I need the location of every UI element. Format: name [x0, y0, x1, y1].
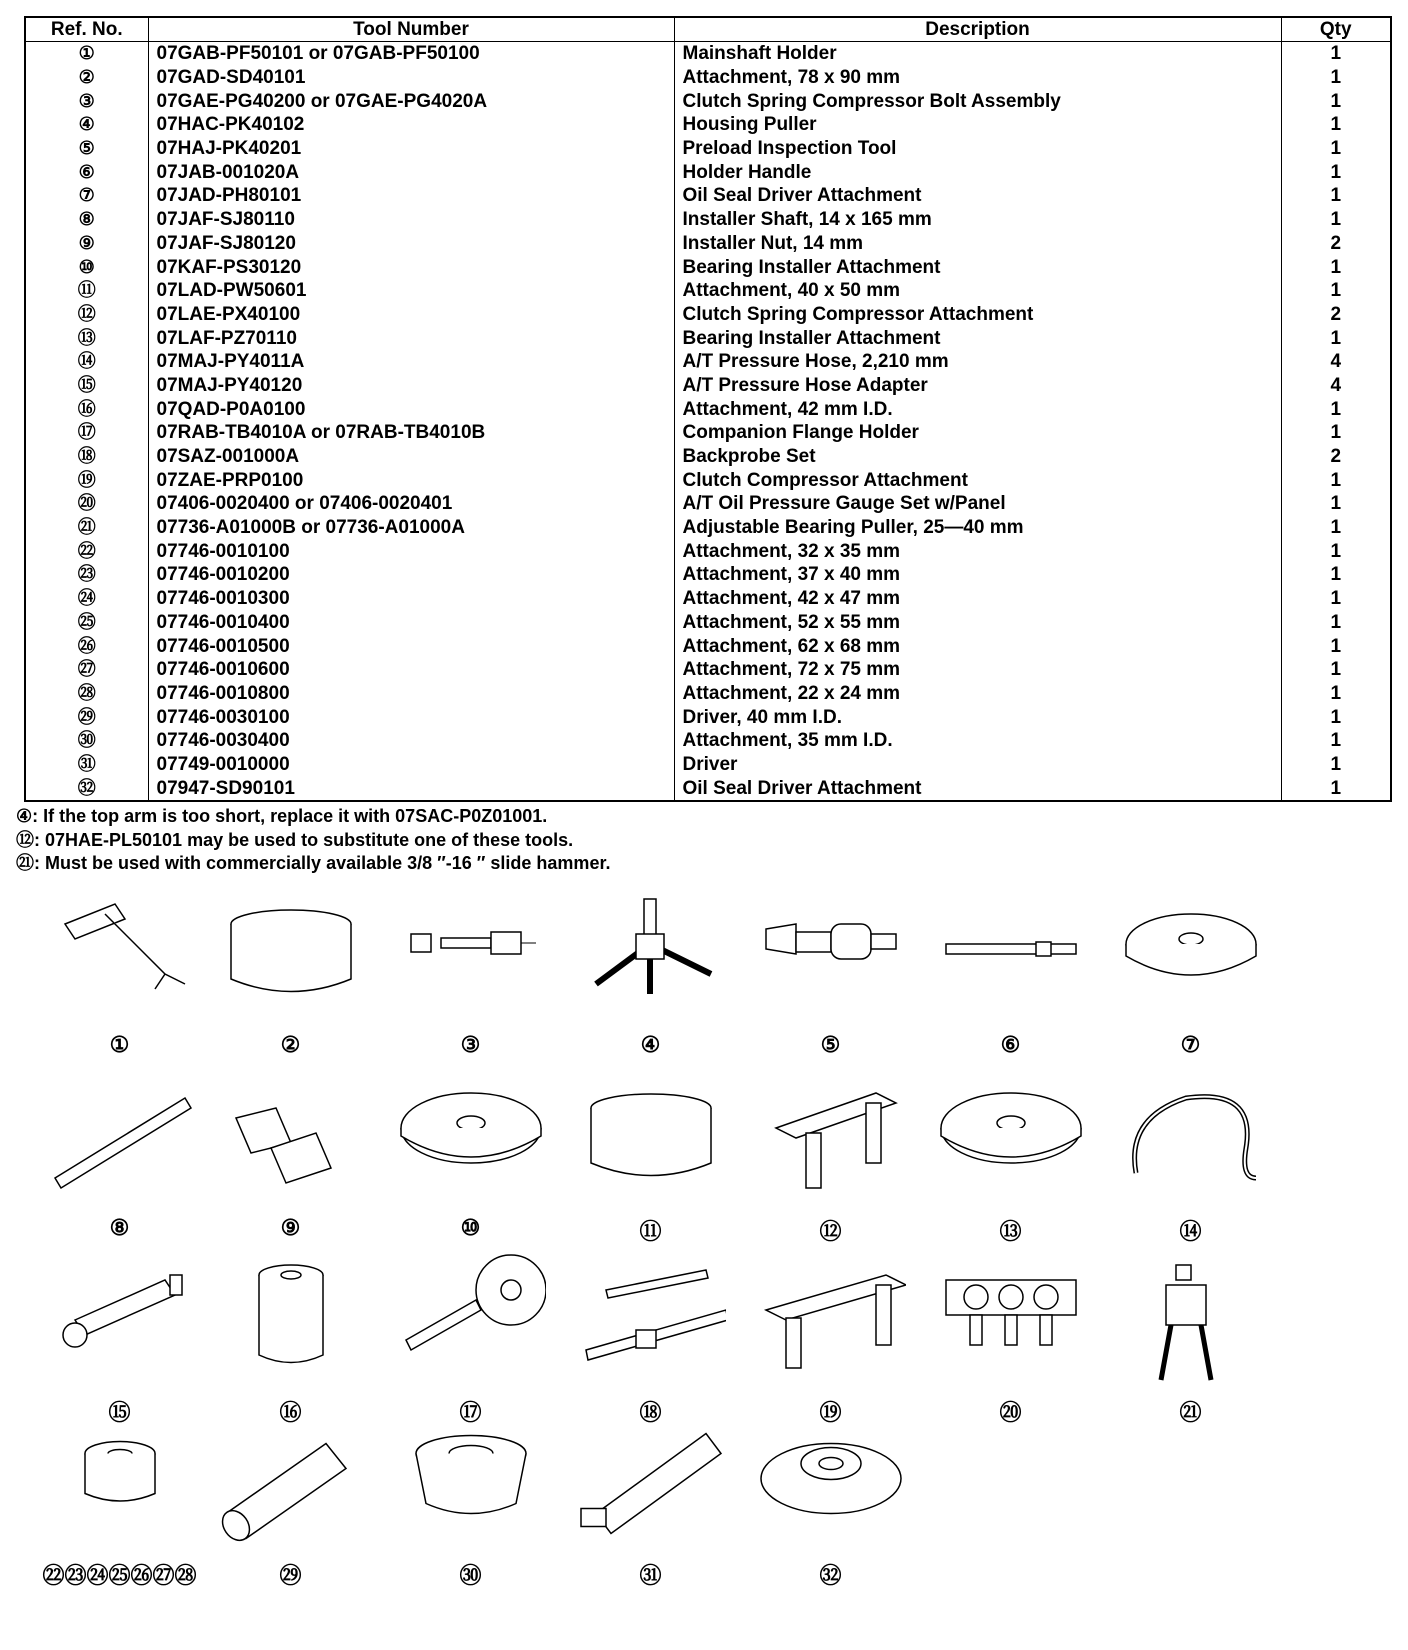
ref-label: ⑬	[999, 1219, 1022, 1244]
ref-number: ②	[78, 67, 95, 88]
tool-number: 07GAE-PG40200 or 07GAE-PG4020A	[148, 89, 674, 113]
description: Installer Nut, 14 mm	[674, 232, 1281, 256]
description: Attachment, 37 x 40 mm	[674, 563, 1281, 587]
tool-illustration	[568, 1410, 733, 1590]
header-tool-number: Tool Number	[148, 17, 674, 42]
quantity: 1	[1281, 539, 1391, 563]
tool-illustration	[37, 878, 202, 1058]
ref-label: ㉜	[819, 1563, 842, 1588]
ref-number: ㉚	[77, 730, 96, 751]
tool-illustration	[568, 1063, 733, 1246]
tool-number: 07LAD-PW50601	[148, 279, 674, 303]
clutch-compressor-icon	[756, 1246, 906, 1394]
bearing-installer-disc-icon	[936, 1063, 1086, 1213]
description: Clutch Spring Compressor Bolt Assembly	[674, 89, 1281, 113]
description: Clutch Compressor Attachment	[674, 468, 1281, 492]
ref-number: ⑤	[78, 138, 95, 159]
tool-number: 07746-0010800	[148, 682, 674, 706]
description: Oil Seal Driver Attachment	[674, 776, 1281, 801]
ref-number: ⑰	[77, 422, 96, 443]
holder-handle-icon	[936, 878, 1086, 1030]
footnote: ㉑: Must be used with commercially available 3/8 ″-16 ″ slide hammer.	[16, 853, 611, 873]
table-row	[25, 160, 1391, 184]
ref-number: ㉔	[77, 588, 96, 609]
table-row	[25, 66, 1391, 90]
ref-label: ⑲	[819, 1400, 842, 1425]
description: Attachment, 42 mm I.D.	[674, 397, 1281, 421]
seal-driver-disc-icon	[1116, 878, 1266, 1030]
table-row	[25, 492, 1391, 516]
tool-illustration	[568, 1246, 733, 1427]
cup-attachment-icon	[216, 878, 366, 1030]
quantity: 1	[1281, 611, 1391, 635]
ref-number: ⑫	[77, 303, 96, 324]
tool-illustration	[37, 1063, 202, 1241]
tool-illustration	[37, 1410, 202, 1590]
tool-number: 07MAJ-PY4011A	[148, 350, 674, 374]
ref-number: ④	[78, 114, 95, 135]
tool-illustration	[1108, 1063, 1273, 1246]
table-row	[25, 563, 1391, 587]
description: Mainshaft Holder	[674, 42, 1281, 66]
table-row	[25, 658, 1391, 682]
bolt-assembly-icon	[396, 878, 546, 1030]
quantity: 1	[1281, 160, 1391, 184]
description: Oil Seal Driver Attachment	[674, 184, 1281, 208]
ref-number: ⑯	[77, 398, 96, 419]
quantity: 1	[1281, 113, 1391, 137]
tool-illustration	[928, 1246, 1093, 1427]
ref-number: ㉖	[77, 635, 96, 656]
tool-number: 07746-0030400	[148, 729, 674, 753]
flange-holder-icon	[396, 1246, 546, 1394]
ref-number: ⑮	[77, 374, 96, 395]
ref-label: ⑮	[108, 1400, 131, 1425]
ref-label: ⑯	[279, 1400, 302, 1425]
ref-number: ⑲	[77, 469, 96, 490]
quantity: 1	[1281, 397, 1391, 421]
tool-number: 07JAF-SJ80120	[148, 232, 674, 256]
tool-illustration	[37, 1246, 202, 1427]
description: Adjustable Bearing Puller, 25—40 mm	[674, 516, 1281, 540]
description: Attachment, 42 x 47 mm	[674, 587, 1281, 611]
tool-number: 07746-0030100	[148, 705, 674, 729]
ref-label: ②	[280, 1032, 301, 1057]
ref-label: ⑨	[280, 1215, 301, 1240]
ref-number: ㉙	[77, 706, 96, 727]
tool-number: 07746-0010300	[148, 587, 674, 611]
ref-label: ⑰	[459, 1400, 482, 1425]
tool-number: 07LAF-PZ70110	[148, 326, 674, 350]
ref-number: ⑭	[77, 351, 96, 372]
ref-number: ⑳	[77, 493, 96, 514]
cylinder-attachment-icon	[216, 1246, 366, 1394]
hose-adapter-icon	[45, 1246, 195, 1394]
ref-number: ⑪	[77, 280, 96, 301]
table-row	[25, 468, 1391, 492]
quantity: 2	[1281, 445, 1391, 469]
oil-seal-driver-icon	[756, 1410, 906, 1557]
description: Backprobe Set	[674, 445, 1281, 469]
small-attachment-icon	[45, 1410, 195, 1557]
tool-number: 07MAJ-PY40120	[148, 374, 674, 398]
table-row	[25, 516, 1391, 540]
quantity: 1	[1281, 421, 1391, 445]
header-qty: Qty	[1281, 17, 1391, 42]
ring-attachment-icon	[396, 1410, 546, 1557]
ref-label: ⑩	[460, 1215, 481, 1240]
description: Housing Puller	[674, 113, 1281, 137]
footnotes	[16, 805, 610, 876]
tool-number: 07746-0010600	[148, 658, 674, 682]
ref-number: ㉕	[77, 611, 96, 632]
tool-illustration	[388, 1410, 553, 1590]
description: A/T Pressure Hose Adapter	[674, 374, 1281, 398]
table-row	[25, 255, 1391, 279]
description: Attachment, 35 mm I.D.	[674, 729, 1281, 753]
quantity: 1	[1281, 634, 1391, 658]
tool-illustration	[388, 1246, 553, 1427]
ref-label: ⑳	[999, 1400, 1022, 1425]
quantity: 1	[1281, 705, 1391, 729]
table-row	[25, 634, 1391, 658]
tool-illustration	[748, 1246, 913, 1427]
description: Driver, 40 mm I.D.	[674, 705, 1281, 729]
tool-number: 07JAD-PH80101	[148, 184, 674, 208]
description: Attachment, 32 x 35 mm	[674, 539, 1281, 563]
driver-handle-icon	[576, 1410, 726, 1557]
footnote: ⑫: 07HAE-PL50101 may be used to substitute one of these tools.	[16, 829, 574, 850]
tool-number: 07746-0010400	[148, 611, 674, 635]
tool-number: 07746-0010100	[148, 539, 674, 563]
housing-puller-icon	[576, 878, 726, 1030]
ref-number: ㉓	[77, 564, 96, 585]
ref-label: ⑧	[109, 1215, 130, 1240]
ref-number: ㉛	[77, 753, 96, 774]
tool-illustration	[568, 878, 733, 1058]
tool-illustration	[208, 878, 373, 1058]
table-row	[25, 303, 1391, 327]
quantity: 1	[1281, 753, 1391, 777]
mainshaft-holder-icon	[45, 878, 195, 1030]
description: A/T Pressure Hose, 2,210 mm	[674, 350, 1281, 374]
quantity: 1	[1281, 208, 1391, 232]
ref-label: ④	[640, 1032, 661, 1057]
ref-label: ⑫	[819, 1219, 842, 1244]
tool-illustration	[208, 1063, 373, 1241]
table-row	[25, 445, 1391, 469]
tool-illustration	[1108, 878, 1273, 1058]
tool-illustration	[748, 878, 913, 1058]
table-row	[25, 682, 1391, 706]
quantity: 1	[1281, 729, 1391, 753]
description: Bearing Installer Attachment	[674, 255, 1281, 279]
tool-illustration	[208, 1410, 373, 1590]
ref-label: ⑦	[1180, 1032, 1201, 1057]
quantity: 1	[1281, 492, 1391, 516]
tool-number: 07QAD-P0A0100	[148, 397, 674, 421]
tool-number: 07HAC-PK40102	[148, 113, 674, 137]
tool-number: 07ZAE-PRP0100	[148, 468, 674, 492]
ref-number: ⑦	[78, 185, 95, 206]
table-row	[25, 611, 1391, 635]
ref-number: ⑱	[77, 446, 96, 467]
table-row	[25, 374, 1391, 398]
ref-number: ㉒	[77, 540, 96, 561]
ref-number: ③	[78, 90, 95, 111]
quantity: 1	[1281, 658, 1391, 682]
table-row	[25, 208, 1391, 232]
description: Companion Flange Holder	[674, 421, 1281, 445]
tool-number: 07KAF-PS30120	[148, 255, 674, 279]
tool-number: 07749-0010000	[148, 753, 674, 777]
ref-label: ①	[109, 1032, 130, 1057]
tool-number: 07GAD-SD40101	[148, 66, 674, 90]
tool-illustration	[928, 1063, 1093, 1246]
header-ref-no: Ref. No.	[25, 17, 148, 42]
table-row	[25, 137, 1391, 161]
ref-label: ㉚	[459, 1563, 482, 1588]
cup-attachment-icon	[576, 1063, 726, 1213]
bearing-installer-disc-icon	[396, 1063, 546, 1213]
quantity: 1	[1281, 682, 1391, 706]
installer-nuts-icon	[216, 1063, 366, 1213]
table-row	[25, 753, 1391, 777]
description: Holder Handle	[674, 160, 1281, 184]
tool-number: 07JAF-SJ80110	[148, 208, 674, 232]
ref-number: ㉑	[77, 517, 96, 538]
tool-number: 07746-0010200	[148, 563, 674, 587]
ref-number: ㉘	[77, 682, 96, 703]
tool-illustration	[748, 1410, 913, 1590]
quantity: 2	[1281, 303, 1391, 327]
description: Attachment, 52 x 55 mm	[674, 611, 1281, 635]
description: Attachment, 62 x 68 mm	[674, 634, 1281, 658]
ref-number: ①	[78, 43, 95, 64]
description: Attachment, 40 x 50 mm	[674, 279, 1281, 303]
quantity: 4	[1281, 350, 1391, 374]
ref-number: ⑨	[78, 232, 95, 253]
description: Attachment, 78 x 90 mm	[674, 66, 1281, 90]
tool-number: 07SAZ-001000A	[148, 445, 674, 469]
quantity: 1	[1281, 184, 1391, 208]
table-row	[25, 421, 1391, 445]
table-row	[25, 279, 1391, 303]
table-row	[25, 539, 1391, 563]
tool-illustration	[1108, 1246, 1273, 1427]
tool-number: 07HAJ-PK40201	[148, 137, 674, 161]
tool-number: 07736-A01000B or 07736-A01000A	[148, 516, 674, 540]
ref-label: ㉒㉓㉔㉕㉖㉗㉘	[42, 1563, 197, 1588]
description: Attachment, 22 x 24 mm	[674, 682, 1281, 706]
ref-label: ⑪	[639, 1219, 662, 1244]
table-row	[25, 89, 1391, 113]
description: Installer Shaft, 14 x 165 mm	[674, 208, 1281, 232]
ref-number: ㉗	[77, 659, 96, 680]
quantity: 1	[1281, 563, 1391, 587]
quantity: 1	[1281, 137, 1391, 161]
bearing-puller-icon	[1116, 1246, 1266, 1394]
table-header-row	[25, 17, 1391, 42]
description: Bearing Installer Attachment	[674, 326, 1281, 350]
special-tools-table	[24, 16, 1392, 802]
tool-illustration	[928, 878, 1093, 1058]
ref-label: ⑭	[1179, 1219, 1202, 1244]
quantity: 1	[1281, 776, 1391, 801]
ref-label: ㉛	[639, 1563, 662, 1588]
quantity: 1	[1281, 326, 1391, 350]
quantity: 1	[1281, 89, 1391, 113]
quantity: 1	[1281, 468, 1391, 492]
tool-number: 07GAB-PF50101 or 07GAB-PF50100	[148, 42, 674, 66]
quantity: 2	[1281, 232, 1391, 256]
ref-label: ③	[460, 1032, 481, 1057]
table-row	[25, 587, 1391, 611]
ref-label: ⑥	[1000, 1032, 1021, 1057]
description: Clutch Spring Compressor Attachment	[674, 303, 1281, 327]
pressure-hose-icon	[1116, 1063, 1266, 1213]
table-row	[25, 42, 1391, 66]
tool-number: 07JAB-001020A	[148, 160, 674, 184]
table-row	[25, 184, 1391, 208]
ref-label: ⑱	[639, 1400, 662, 1425]
ref-label: ㉑	[1179, 1400, 1202, 1425]
table-row	[25, 232, 1391, 256]
table-row	[25, 729, 1391, 753]
description: Attachment, 72 x 75 mm	[674, 658, 1281, 682]
ref-number: ⑬	[77, 327, 96, 348]
quantity: 1	[1281, 66, 1391, 90]
tool-number: 07RAB-TB4010A or 07RAB-TB4010B	[148, 421, 674, 445]
quantity: 4	[1281, 374, 1391, 398]
header-description: Description	[674, 17, 1281, 42]
table-row	[25, 113, 1391, 137]
table-row	[25, 350, 1391, 374]
description: A/T Oil Pressure Gauge Set w/Panel	[674, 492, 1281, 516]
footnote: ④: If the top arm is too short, replace it with 07SAC-P0Z01001.	[16, 806, 548, 826]
table-row	[25, 397, 1391, 421]
tool-illustration	[388, 1063, 553, 1241]
tool-number: 07LAE-PX40100	[148, 303, 674, 327]
tool-number: 07746-0010500	[148, 634, 674, 658]
ref-number: ㉜	[77, 777, 96, 798]
backprobe-set-icon	[576, 1246, 726, 1394]
preload-tool-icon	[756, 878, 906, 1030]
tool-number: 07947-SD90101	[148, 776, 674, 801]
tool-illustration	[388, 878, 553, 1058]
description: Driver	[674, 753, 1281, 777]
ref-number: ⑥	[78, 161, 95, 182]
driver-sleeve-icon	[216, 1410, 366, 1557]
quantity: 1	[1281, 255, 1391, 279]
ref-label: ㉙	[279, 1563, 302, 1588]
ref-number: ⑩	[78, 256, 95, 277]
quantity: 1	[1281, 42, 1391, 66]
tool-number: 07406-0020400 or 07406-0020401	[148, 492, 674, 516]
gauge-panel-icon	[936, 1246, 1086, 1394]
quantity: 1	[1281, 279, 1391, 303]
table-row	[25, 326, 1391, 350]
table-row	[25, 776, 1391, 801]
installer-shaft-icon	[45, 1063, 195, 1213]
quantity: 1	[1281, 587, 1391, 611]
table-row	[25, 705, 1391, 729]
quantity: 1	[1281, 516, 1391, 540]
tool-illustration	[208, 1246, 373, 1427]
ref-number: ⑧	[78, 209, 95, 230]
ref-label: ⑤	[820, 1032, 841, 1057]
description: Preload Inspection Tool	[674, 137, 1281, 161]
spring-compressor-icon	[756, 1063, 906, 1213]
tool-illustration	[748, 1063, 913, 1246]
